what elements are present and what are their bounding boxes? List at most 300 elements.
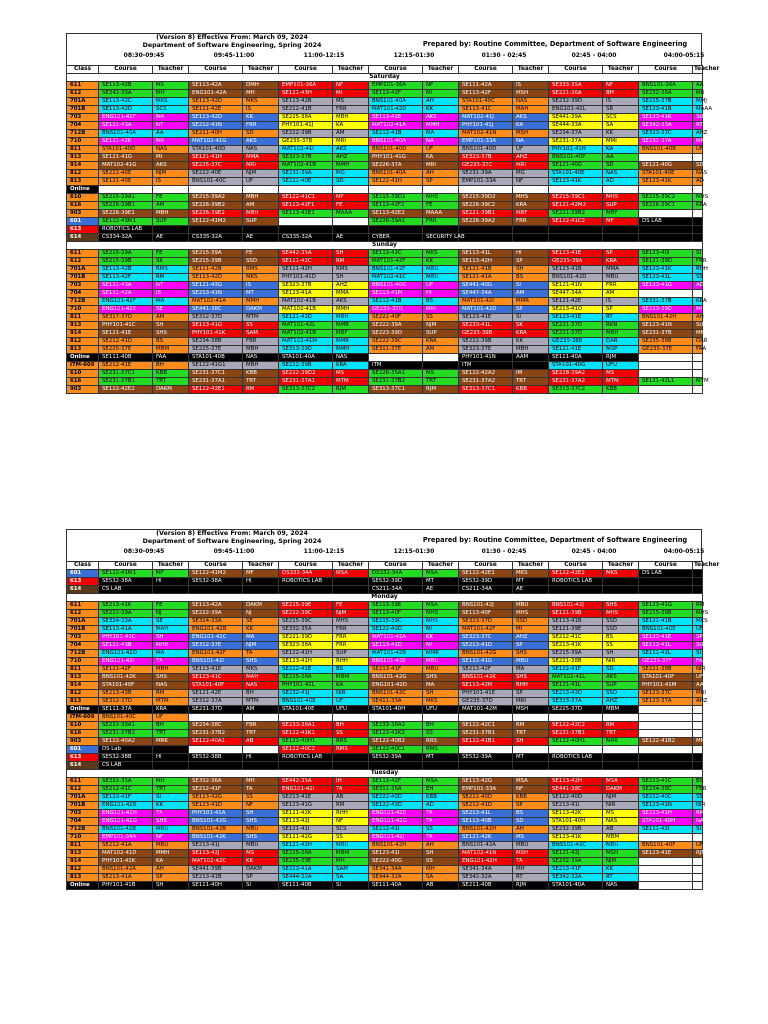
course-cell: SE231-37A1 [279,378,333,386]
teacher-cell: AD [693,178,703,186]
teacher-cell: SH [333,250,369,258]
time-slot-4: 12:15-01:30 [393,52,435,59]
course-cell: EMP101-34A [99,834,153,842]
course-cell: SE231-37B2 [369,378,423,386]
teacher-cell: SP [603,306,639,314]
teacher-cell: AM [153,314,189,322]
teacher-cell: AHZ [333,154,369,162]
teacher-cell: RM [153,274,189,282]
teacher-cell: TA [153,810,189,818]
course-cell: SE221-39D [279,634,333,642]
course-cell: SE213-41H [639,810,693,818]
course-cell [279,586,333,594]
course-cell: MAT102-41A [189,298,243,306]
table-row [67,866,703,874]
teacher-cell: AH [513,826,549,834]
course-cell: BNS101-40G [369,282,423,290]
class-room-cell: 903 [67,386,99,394]
course-cell: SE231-39A [459,170,513,178]
course-cell [639,866,693,874]
teacher-cell: MF [243,570,279,578]
teacher-cell: AA [153,130,189,138]
course-cell: SE123-41E [459,314,513,322]
teacher-cell: MI [333,90,369,98]
teacher-cell: MG [513,170,549,178]
teacher-cell [243,226,279,234]
course-cell: BNS101-42A [459,842,513,850]
time-slot-3: 11:00-12:15 [303,52,345,59]
teacher-cell: AM [153,202,189,210]
course-cell: SE123-41I [369,850,423,858]
table-row [67,778,703,786]
course-cell: SE122-40A1 [189,738,243,746]
teacher-cell: RJM [333,386,369,394]
teacher-cell: SK [513,322,549,330]
class-room-cell: 812 [67,690,99,698]
class-room-cell: 601 [67,218,99,226]
course-cell: BNS101-40E [279,698,333,706]
course-cell: SE441-40G [459,282,513,290]
course-cell: SE122-42E1 [459,570,513,578]
course-cell: SE221-37D [549,330,603,338]
teacher-cell: MT [513,754,549,762]
course-cell: MAT102-41M [279,338,333,346]
table-row [67,202,703,210]
class-room-cell: 613 [67,578,99,586]
table-row [67,146,703,154]
course-cell: BNS101-42K [99,674,153,682]
teacher-cell: MT [423,578,459,586]
teacher-cell [693,834,703,842]
teacher-cell: MBU [243,826,279,834]
course-cell: SE215-39C [279,618,333,626]
teacher-cell: MRI [693,690,703,698]
course-cell: SE113-42B [99,266,153,274]
teacher-cell: AHZ [513,634,549,642]
table-row [67,346,703,354]
class-room-cell: 701A [67,98,99,106]
course-cell: ENG101-42H [459,858,513,866]
teacher-cell: KA [333,682,369,690]
teacher-cell: MSH [513,90,549,98]
teacher-cell: TRT [513,378,549,386]
teacher-cell: SP [693,634,703,642]
teacher-cell: SD [243,130,279,138]
course-cell: PHY101-41C [99,634,153,642]
class-room-cell: 712B [67,130,99,138]
teacher-cell: NAS [603,818,639,826]
teacher-cell: AB [333,794,369,802]
class-room-cell: Online [67,186,99,194]
course-cell: SE221-38B [639,666,693,674]
course-cell: SE225-38A [279,674,333,682]
course-cell: SE121-42K [99,138,153,146]
teacher-cell: FAA [693,346,703,354]
teacher-cell: MHS [693,610,703,618]
course-header: Course [189,562,243,570]
course-cell: SE123-41F [99,794,153,802]
course-cell: SE215-39B [99,258,153,266]
course-cell: SE113-42H [459,258,513,266]
class-room-cell: 914 [67,682,99,690]
teacher-cell [693,882,703,890]
course-cell: BNS101-42B [189,826,243,834]
course-cell: SE122-42E2 [99,386,153,394]
course-cell: SE123-41K [639,178,693,186]
course-cell: SE341-34A [369,866,423,874]
teacher-cell: DAKM [603,786,639,794]
table-row [67,762,703,770]
teacher-cell: MT [423,754,459,762]
table-row [67,850,703,858]
course-cell: SE113-42F [369,90,423,98]
course-cell: SE222-39B [459,338,513,346]
teacher-cell: NAS [693,170,703,178]
course-cell: MAT101-42B [369,650,423,658]
teacher-cell: HI [243,578,279,586]
teacher-cell: FBR [693,786,703,794]
course-cell: SE222-39B [279,130,333,138]
teacher-cell: MSA [513,778,549,786]
teacher-cell: NA [423,138,459,146]
course-cell: CS335-32A [189,234,243,242]
teacher-cell: RM [153,690,189,698]
course-cell: SE111-42A [459,82,513,90]
teacher-cell [333,754,369,762]
course-cell: SE324-33A [189,618,243,626]
course-cell: SE122-42A2 [459,370,513,378]
course-cell: SE122-41C1 [279,194,333,202]
course-cell: SE323-37B [459,154,513,162]
teacher-cell: KK [243,858,279,866]
course-cell: SE113-42J [189,850,243,858]
teacher-cell: SS [243,322,279,330]
teacher-cell: AAM [693,682,703,690]
course-cell: SE113-40F [459,610,513,618]
teacher-cell: RJM [603,354,639,362]
class-room-cell: 616 [67,730,99,738]
teacher-cell [693,754,703,762]
teacher-cell: MBU [333,842,369,850]
teacher-cell: SE [153,618,189,626]
course-cell [369,354,423,362]
course-cell [459,714,513,722]
course-cell: SE121-43A [99,122,153,130]
course-cell: SE222-40E [99,170,153,178]
teacher-cell: SS [423,858,459,866]
teacher-header: Teacher [513,562,549,570]
course-cell: SE122-41F [549,666,603,674]
teacher-cell: RM [333,802,369,810]
course-cell: SE215-39A2 [189,194,243,202]
course-cell: SE228-39A2 [549,370,603,378]
table-row [67,178,703,186]
teacher-cell: KK [423,258,459,266]
course-cell: SE225-38A [279,850,333,858]
course-cell: SE324-33A [99,618,153,626]
teacher-cell: SHS [153,674,189,682]
course-cell: SE122-40C2 [279,746,333,754]
course-cell: MAT101-42I [459,298,513,306]
course-cell: SE212-41B [369,298,423,306]
course-cell [549,714,603,722]
teacher-cell: HI [513,250,549,258]
course-cell: GE235-37C [459,162,513,170]
teacher-cell: TRT [243,378,279,386]
teacher-cell: KBB [153,370,189,378]
table-row [67,154,703,162]
course-cell: SE123-41E [639,634,693,642]
table-row [67,690,703,698]
teacher-cell: MBU [423,658,459,666]
teacher-cell: FBR [243,722,279,730]
teacher-cell: MTM [693,378,703,386]
course-cell: GE235-39B [459,330,513,338]
teacher-cell: AKS [243,138,279,146]
table-row [67,90,703,98]
teacher-cell: BS [603,634,639,642]
teacher-cell: NJM [153,170,189,178]
teacher-cell: MKS [513,570,549,578]
teacher-cell: DAR [603,338,639,346]
teacher-cell: FAA [153,354,189,362]
teacher-cell: TRT [153,730,189,738]
course-cell: SE121-42E [549,298,603,306]
course-cell: SE225-37B [639,98,693,106]
course-cell: SE235-38B [639,338,693,346]
course-cell: MAT102-41G [189,138,243,146]
teacher-cell: MBH [243,362,279,370]
course-cell: SE213-41K [549,642,603,650]
course-cell: SE441-39B [189,866,243,874]
teacher-cell: MH [153,778,189,786]
teacher-cell [693,362,703,370]
teacher-cell: MBH [243,194,279,202]
course-cell: SE532-39D [369,578,423,586]
course-cell: SE213-41B [189,874,243,882]
routine-table [66,65,720,394]
teacher-cell: HI [153,578,189,586]
teacher-cell: SSD [603,690,639,698]
class-room-cell: 710 [67,658,99,666]
teacher-cell: MH [423,866,459,874]
teacher-cell: TA [423,810,459,818]
course-cell: SE123-41G [639,602,693,610]
course-cell: SE121-41L [549,682,603,690]
course-cell [639,586,693,594]
teacher-cell: AD [603,178,639,186]
course-cell: GE235-37D [369,306,423,314]
course-cell [369,186,423,194]
course-cell: PHY101-41D [279,274,333,282]
day-label: Tuesday [67,770,703,778]
course-cell: SE442-35A [279,778,333,786]
course-cell: CS LAB [99,586,153,594]
course-cell: SE226-39B2 [189,202,243,210]
teacher-cell: SI [693,650,703,658]
course-cell: SE113-42B [99,82,153,90]
course-cell: ITM [459,362,513,370]
teacher-cell: MRI [513,162,549,170]
teacher-cell: SUP [693,322,703,330]
teacher-cell: MMA [243,154,279,162]
teacher-cell: SP [513,690,549,698]
day-row [67,594,703,602]
course-cell: ITM [369,362,423,370]
teacher-cell: UF [423,146,459,154]
course-cell: SE121-41N [549,282,603,290]
teacher-cell: TA [423,818,459,826]
teacher-cell: EH [423,786,459,794]
teacher-cell: IS [243,282,279,290]
teacher-cell: UF [513,146,549,154]
course-cell: STA101-40F [189,682,243,690]
class-room-cell: 610 [67,722,99,730]
table-row [67,170,703,178]
course-cell: SE215-39A1 [99,194,153,202]
course-cell: SE212-41D [459,802,513,810]
course-cell: PHY101-41H [549,146,603,154]
teacher-cell [693,858,703,866]
teacher-cell: KK [423,634,459,642]
teacher-cell: BH [423,722,459,730]
class-room-cell: 811 [67,314,99,322]
teacher-cell: IS [153,290,189,298]
teacher-cell: NJ [243,610,279,618]
teacher-cell: NJM [333,610,369,618]
teacher-cell: UF [243,178,279,186]
course-cell: PHY101-41G [369,154,423,162]
teacher-cell: RM [333,258,369,266]
teacher-header: Teacher [423,562,459,570]
course-header: Course [549,562,603,570]
teacher-cell: FRR [333,642,369,650]
course-cell: PHY101-41J [459,122,513,130]
teacher-cell: AHZ [693,130,703,138]
course-cell: PHY101-41E [459,690,513,698]
course-cell: SE111-40A [549,354,603,362]
course-cell [369,226,423,234]
course-cell: SE111-42A [99,290,153,298]
teacher-cell: MBU [513,842,549,850]
table-row [67,362,703,370]
teacher-cell [153,586,189,594]
course-cell: SE121-39E [549,626,603,634]
course-cell [279,186,333,194]
teacher-cell: UFU [333,706,369,714]
course-cell: MAT102-41C [369,274,423,282]
teacher-cell: MBM [333,850,369,858]
teacher-cell: MMH [153,850,189,858]
table-row [67,802,703,810]
teacher-cell: UF [693,626,703,634]
teacher-cell: MBM [333,674,369,682]
course-cell: BNS101-42A [99,866,153,874]
class-room-cell: 701A [67,618,99,626]
course-cell [549,186,603,194]
teacher-cell: BH [153,722,189,730]
teacher-cell: AHZ [333,282,369,290]
teacher-cell: MS [513,834,549,842]
course-cell [639,714,693,722]
teacher-cell: MKS [603,570,639,578]
course-cell: SE222-39D2 [279,370,333,378]
course-cell: SE121-41B [459,266,513,274]
course-cell: SE532-39A [369,754,423,762]
teacher-cell: KBB [423,794,459,802]
teacher-cell: NJM [603,858,639,866]
teacher-cell: NIR [603,802,639,810]
teacher-cell: SUP [333,650,369,658]
teacher-cell: FRR [513,218,549,226]
teacher-cell: MMR [333,322,369,330]
teacher-header: Teacher [333,66,369,74]
course-cell: GE235-37E [639,346,693,354]
teacher-cell: NAS [693,818,703,826]
course-cell: SE212-41E [279,666,333,674]
teacher-cell: MSH [513,706,549,714]
time-slot-1: 08:30-09:45 [123,52,165,59]
course-cell: SE113-41A [99,626,153,634]
course-cell [189,714,243,722]
table-row [67,570,703,578]
teacher-cell: HI [423,290,459,298]
course-cell: STA101-40B [189,354,243,362]
class-room-cell: 613 [67,226,99,234]
teacher-cell [243,586,279,594]
course-cell: SE221-39B2 [549,210,603,218]
teacher-cell: NAS [243,146,279,154]
course-cell: SE225-38A [279,114,333,122]
table-row [67,730,703,738]
course-cell: PHY101-41M [639,682,693,690]
course-cell: SE122-42E1 [189,386,243,394]
teacher-cell [693,746,703,754]
teacher-cell: MMH [423,122,459,130]
teacher-cell: MBH [243,346,279,354]
course-cell [279,762,333,770]
teacher-cell: AA [693,82,703,90]
teacher-cell: AD [693,282,703,290]
course-cell: STA101-40E [549,170,603,178]
teacher-cell: MBH [513,346,549,354]
course-cell: SE532-39A [459,754,513,762]
course-cell: SE111-42G [279,834,333,842]
course-cell: SE411-33A [369,698,423,706]
routine-sheet-2 [66,529,720,890]
course-cell: SE231-37D [549,322,603,330]
teacher-cell: NAS [513,98,549,106]
teacher-cell: NF [603,82,639,90]
teacher-cell: KRA [603,258,639,266]
table-row [67,250,703,258]
teacher-cell: BH [153,362,189,370]
table-row [67,818,703,826]
teacher-header: Teacher [153,66,189,74]
course-cell: SE332-36A [189,778,243,786]
teacher-cell: AKS [153,162,189,170]
course-cell: MAT102-41L [549,674,603,682]
table-row [67,330,703,338]
table-row [67,738,703,746]
course-cell: CYBER [369,234,423,242]
table-row [67,826,703,834]
course-cell: SE113-42F1 [279,202,333,210]
teacher-cell: MSP [603,346,639,354]
teacher-cell: MHS [423,610,459,618]
teacher-cell: MRK [153,738,189,746]
course-cell: ENG101-42E [369,810,423,818]
